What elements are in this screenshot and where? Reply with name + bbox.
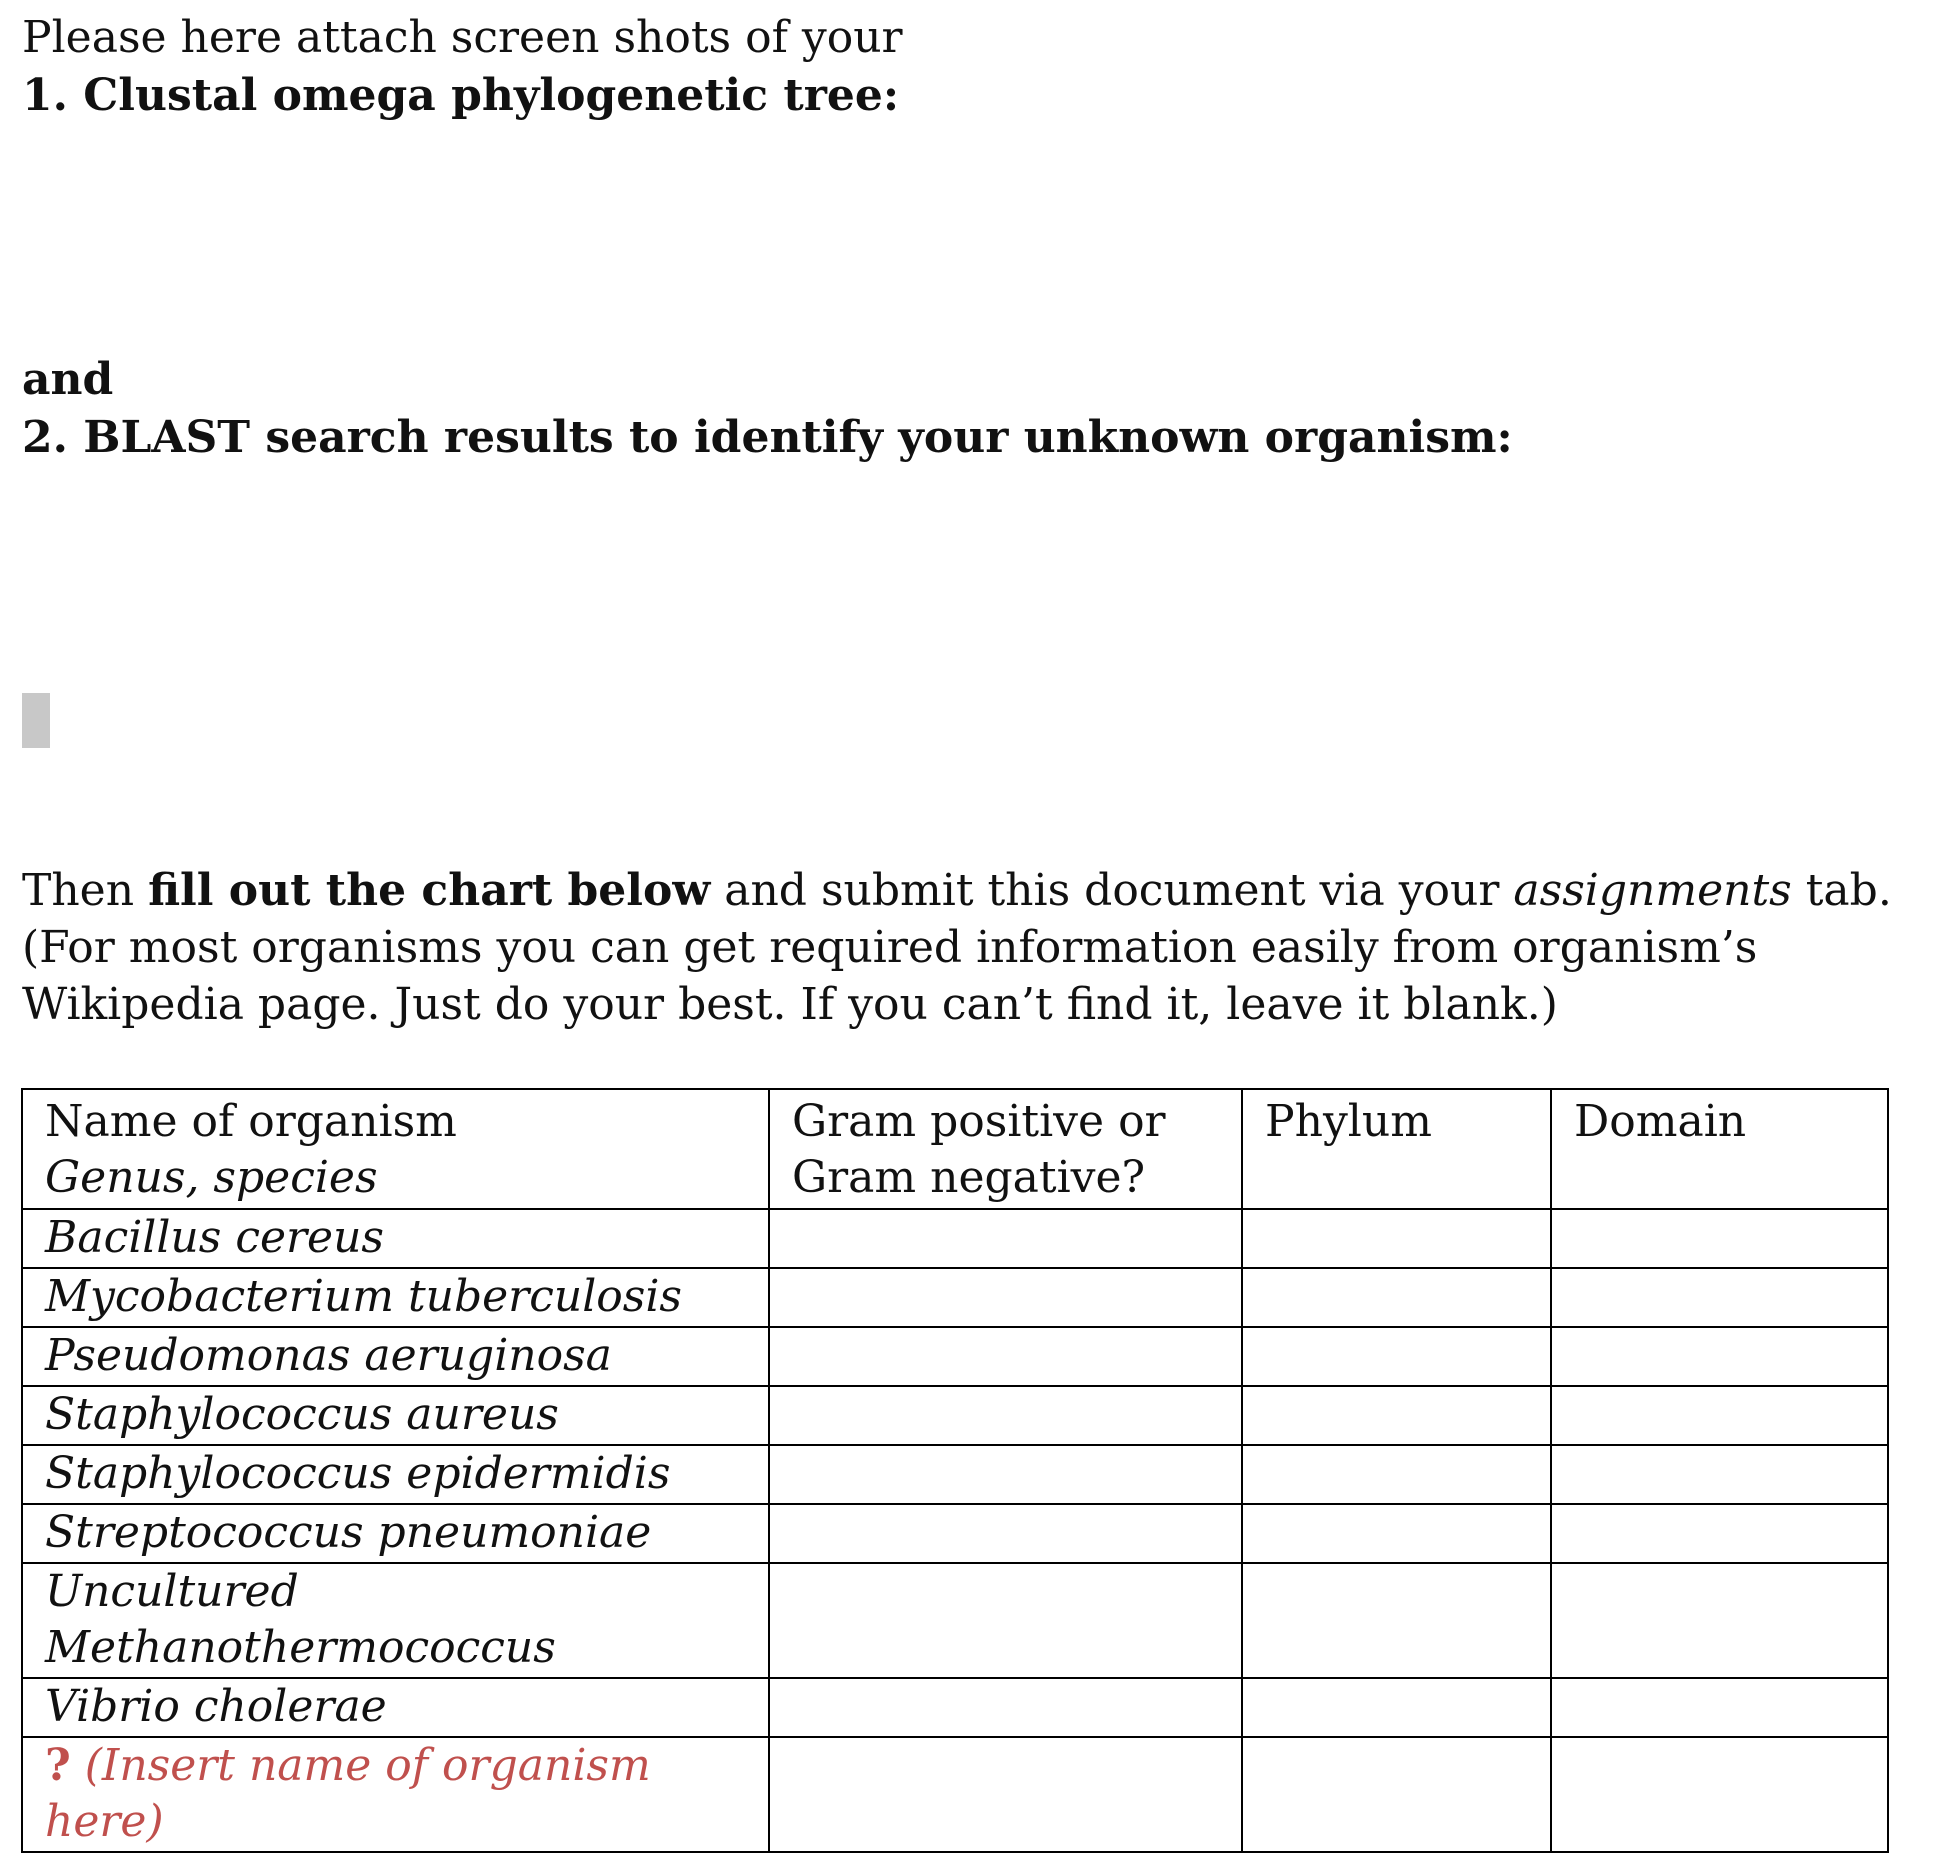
phylum-cell[interactable] [1242, 1327, 1551, 1386]
header-phylum: Phylum [1242, 1089, 1551, 1209]
organism-name-cell: Pseudomonas aeruginosa [22, 1327, 769, 1386]
organism-name-cell: Vibrio cholerae [22, 1678, 769, 1737]
header-gram-line2: Gram negative? [792, 1152, 1146, 1203]
organism-name-cell: Staphylococcus aureus [22, 1386, 769, 1445]
header-gram-line1: Gram positive or [792, 1096, 1166, 1147]
domain-cell[interactable] [1551, 1737, 1888, 1852]
organism-name-cell: Staphylococcus epidermidis [22, 1445, 769, 1504]
phylum-cell[interactable] [1242, 1386, 1551, 1445]
then-bold-text: fill out the chart below [148, 865, 711, 916]
gram-cell[interactable] [769, 1268, 1242, 1327]
table-row [22, 1504, 1888, 1563]
organism-name-cell: Uncultured Methanothermococcus [22, 1563, 769, 1678]
then-middle: and submit this document via your [710, 865, 1514, 916]
domain-cell[interactable] [1551, 1504, 1888, 1563]
assignments-tab-text: assignments [1513, 865, 1792, 916]
domain-cell[interactable] [1551, 1445, 1888, 1504]
gram-cell[interactable] [769, 1504, 1242, 1563]
header-domain: Domain [1551, 1089, 1888, 1209]
attachment-placeholder[interactable] [22, 693, 50, 748]
question-mark: ? [45, 1740, 71, 1791]
organism-name-cell: Bacillus cereus [22, 1209, 769, 1268]
gram-cell[interactable] [769, 1563, 1242, 1678]
phylum-cell[interactable] [1242, 1445, 1551, 1504]
insert-organism-label: (Insert name of organism here) [45, 1740, 651, 1847]
table-row [22, 1268, 1888, 1327]
table-row [22, 1563, 1888, 1678]
table-row [22, 1445, 1888, 1504]
gram-cell[interactable] [769, 1209, 1242, 1268]
insert-organism-row [22, 1737, 1888, 1852]
header-gram [769, 1089, 1242, 1209]
table-row [22, 1209, 1888, 1268]
phylum-cell[interactable] [1242, 1268, 1551, 1327]
insert-organism-cell[interactable] [22, 1737, 769, 1852]
note-line-1: (For most organisms you can get required information easily from organism’s [22, 922, 1758, 973]
table-row [22, 1327, 1888, 1386]
organism-name-cell: Streptococcus pneumoniae [22, 1504, 769, 1563]
header-name-line2: Genus, species [45, 1152, 378, 1203]
table-row [22, 1386, 1888, 1445]
phylum-cell[interactable] [1242, 1209, 1551, 1268]
and-label: and [22, 354, 114, 405]
gram-cell[interactable] [769, 1386, 1242, 1445]
organism-name-cell: Mycobacterium tuberculosis [22, 1268, 769, 1327]
gram-cell[interactable] [769, 1445, 1242, 1504]
table-header-row [22, 1089, 1888, 1209]
header-name-line1: Name of organism [45, 1096, 457, 1147]
header-name-of-organism [22, 1089, 769, 1209]
domain-cell[interactable] [1551, 1386, 1888, 1445]
instruction-intro: Please here attach screen shots of your [22, 12, 903, 63]
domain-cell[interactable] [1551, 1209, 1888, 1268]
domain-cell[interactable] [1551, 1563, 1888, 1678]
note-line-2: Wikipedia page. Just do your best. If you can’t find it, leave it blank.) [22, 979, 1558, 1030]
gram-cell[interactable] [769, 1678, 1242, 1737]
then-prefix: Then [22, 865, 149, 916]
phylum-cell[interactable] [1242, 1678, 1551, 1737]
domain-cell[interactable] [1551, 1327, 1888, 1386]
item-2-heading: 2. BLAST search results to identify your unknown organism: [22, 412, 1513, 463]
phylum-cell[interactable] [1242, 1563, 1551, 1678]
gram-cell[interactable] [769, 1737, 1242, 1852]
then-instruction [22, 863, 1892, 919]
domain-cell[interactable] [1551, 1678, 1888, 1737]
item-1-heading: 1. Clustal omega phylogenetic tree: [22, 70, 900, 121]
domain-cell[interactable] [1551, 1268, 1888, 1327]
phylum-cell[interactable] [1242, 1737, 1551, 1852]
table-row [22, 1678, 1888, 1737]
organism-table [21, 1088, 1889, 1853]
phylum-cell[interactable] [1242, 1504, 1551, 1563]
then-suffix: tab. [1791, 865, 1892, 916]
gram-cell[interactable] [769, 1327, 1242, 1386]
